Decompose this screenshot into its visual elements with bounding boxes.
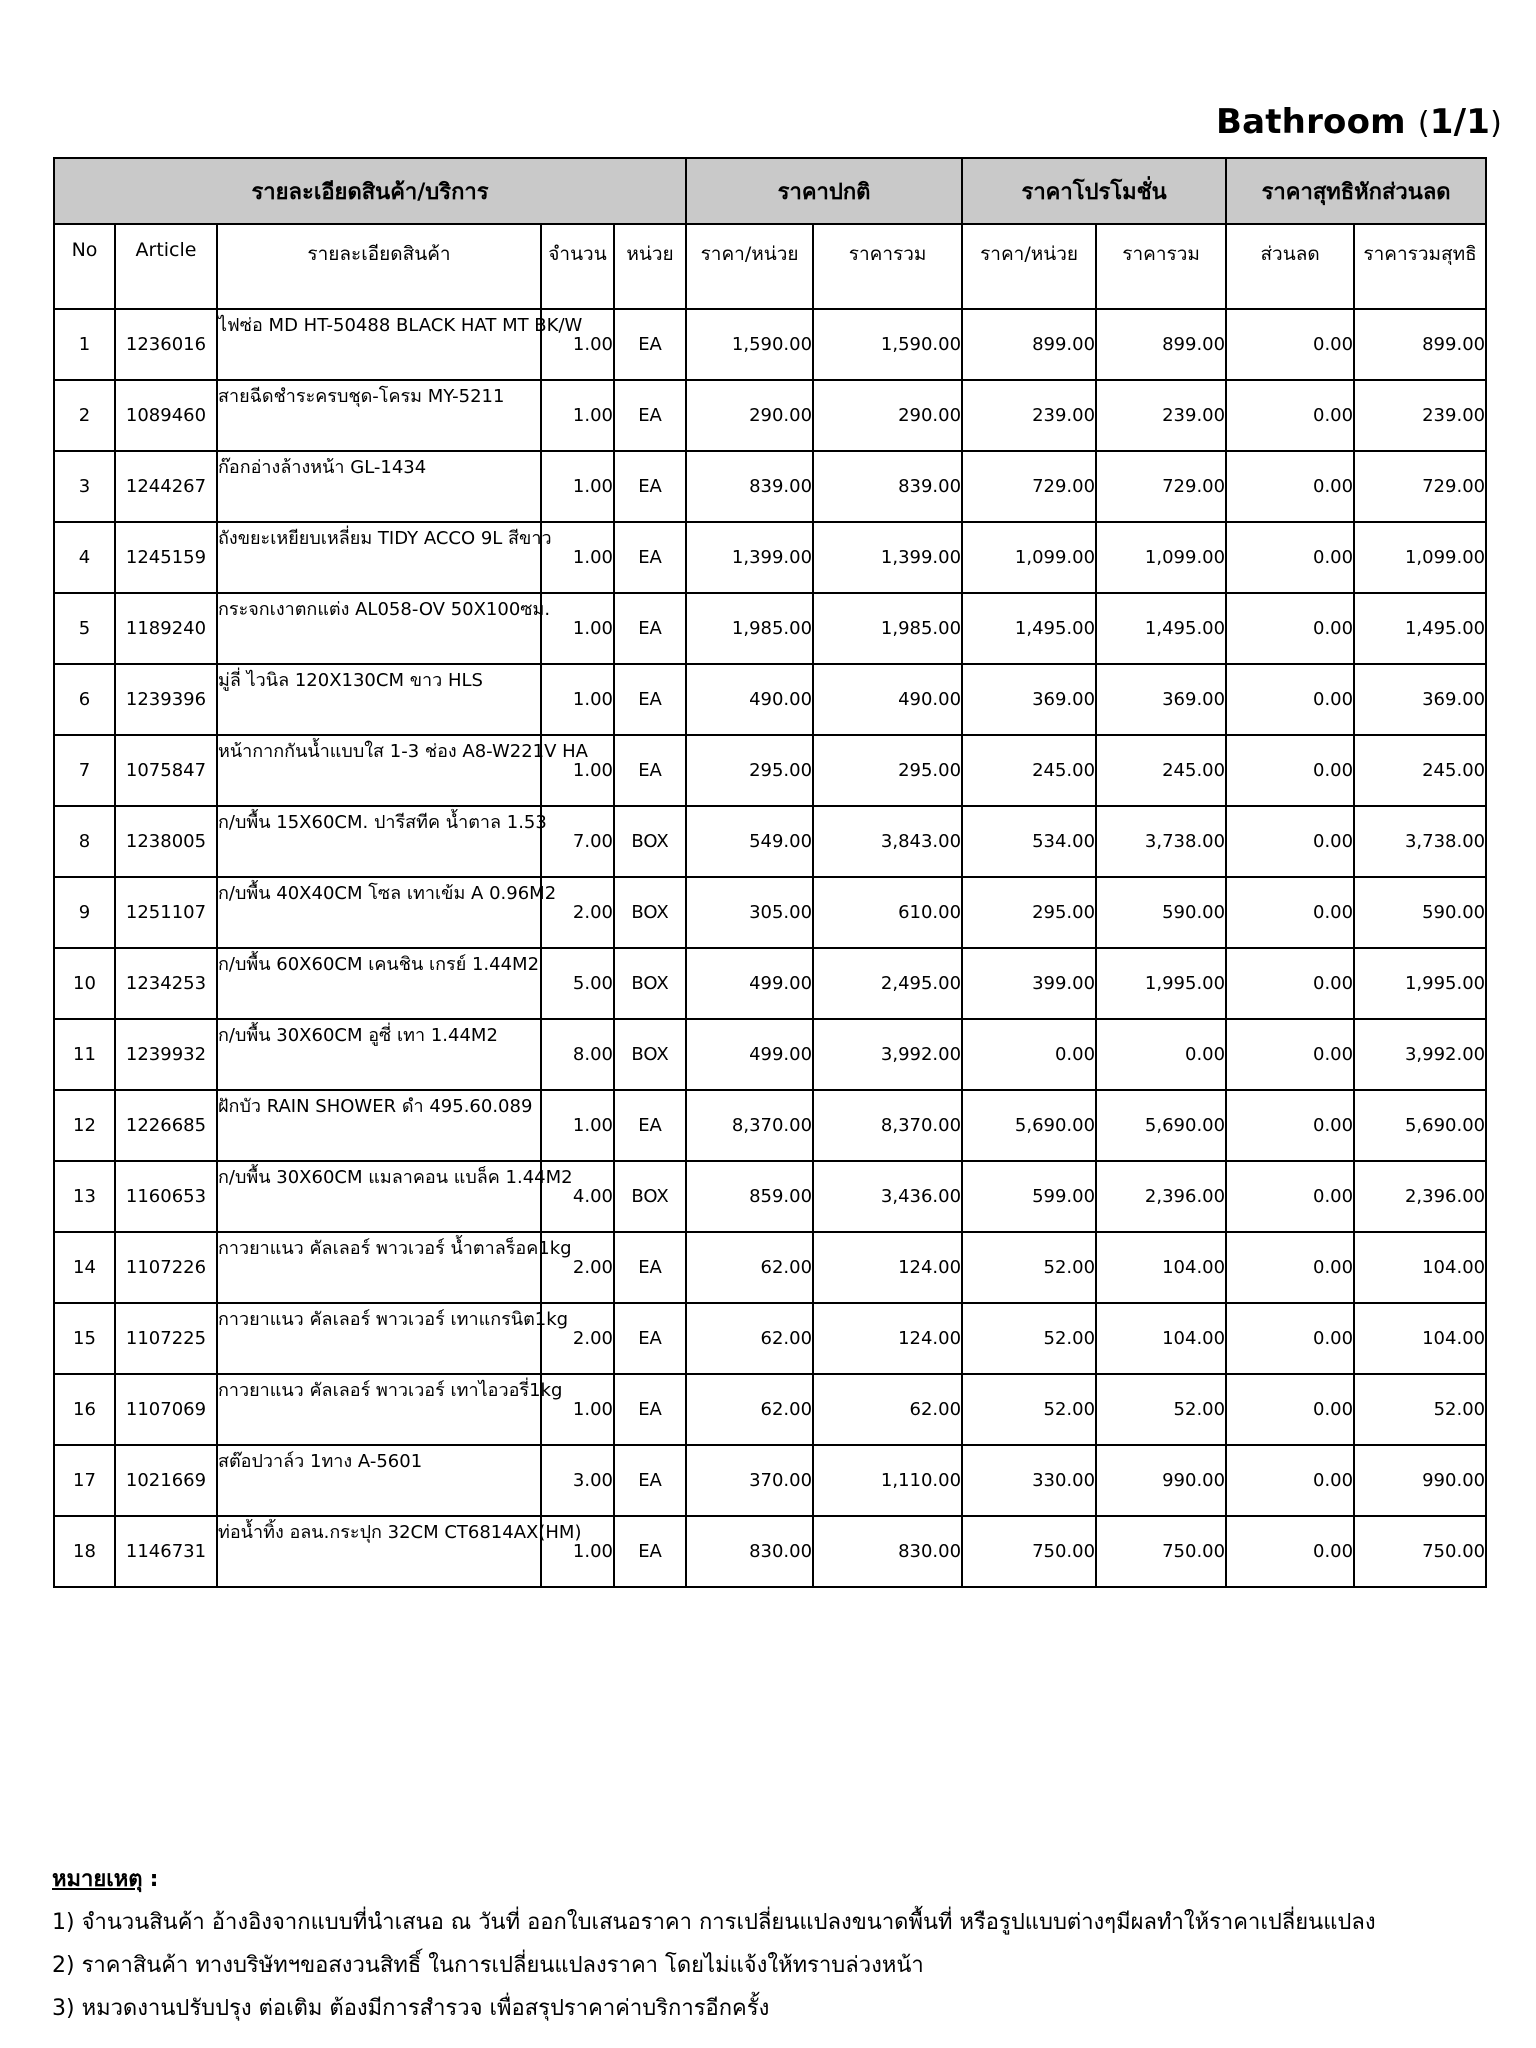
group-header-promo-price: ราคาโปรโมชั่น xyxy=(962,158,1226,224)
cell-no: 9 xyxy=(54,877,115,948)
cell-normal-unit-price: 295.00 xyxy=(686,735,813,806)
cell-net-total: 52.00 xyxy=(1354,1374,1486,1445)
table-row xyxy=(54,735,1486,806)
cell-quantity: 2.00 xyxy=(541,877,614,948)
cell-unit: EA xyxy=(614,1516,686,1587)
cell-discount: 0.00 xyxy=(1226,309,1354,380)
note-item-1: 1) จำนวนสินค้า อ้างอิงจากแบบที่นำเสนอ ณ วันที่ ออกใบเสนอราคา การเปลี่ยนแปลงขนาดพื้นที่ หรือรูปแบบต่างๆมีผลทำให้ราคาเปลี่ยนแปลง xyxy=(52,1910,1376,1935)
page-title xyxy=(1216,102,1502,142)
note-item-2: 2) ราคาสินค้า ทางบริษัทฯขอสงวนสิทธิ์ ในการเปลี่ยนแปลงราคา โดยไม่แจ้งให้ทราบล่วงหน้า xyxy=(52,1953,924,1978)
cell-unit: EA xyxy=(614,593,686,664)
cell-net-total: 239.00 xyxy=(1354,380,1486,451)
page-number-open-paren: ( xyxy=(1417,106,1430,141)
cell-article: 1160653 xyxy=(115,1161,217,1232)
cell-no: 1 xyxy=(54,309,115,380)
cell-promo-total: 1,495.00 xyxy=(1096,593,1226,664)
cell-unit: EA xyxy=(614,1232,686,1303)
page-number: 1/1 xyxy=(1429,102,1491,142)
cell-description: ก๊อกอ่างล้างหน้า GL-1434 xyxy=(217,451,541,522)
cell-unit: EA xyxy=(614,380,686,451)
table-row xyxy=(54,806,1486,877)
table-row xyxy=(54,1445,1486,1516)
cell-promo-unit-price: 0.00 xyxy=(962,1019,1096,1090)
note-item-3: 3) หมวดงานปรับปรุง ต่อเติม ต้องมีการสำรวจ เพื่อสรุปราคาค่าบริการอีกครั้ง xyxy=(52,1996,770,2021)
cell-description: ก/บพื้น 30X60CM อูซี่ เทา 1.44M2 xyxy=(217,1019,541,1090)
cell-unit: EA xyxy=(614,1374,686,1445)
cell-promo-total: 1,995.00 xyxy=(1096,948,1226,1019)
cell-quantity: 7.00 xyxy=(541,806,614,877)
column-header-description: รายละเอียดสินค้า xyxy=(217,224,541,309)
cell-net-total: 990.00 xyxy=(1354,1445,1486,1516)
cell-net-total: 3,992.00 xyxy=(1354,1019,1486,1090)
table-row xyxy=(54,1516,1486,1587)
cell-description: ฝักบัว RAIN SHOWER ดำ 495.60.089 xyxy=(217,1090,541,1161)
cell-unit: EA xyxy=(614,664,686,735)
cell-net-total: 590.00 xyxy=(1354,877,1486,948)
cell-normal-unit-price: 499.00 xyxy=(686,948,813,1019)
cell-no: 8 xyxy=(54,806,115,877)
column-header-discount: ส่วนลด xyxy=(1226,224,1354,309)
cell-quantity: 1.00 xyxy=(541,1090,614,1161)
quotation-table xyxy=(53,157,1487,1588)
cell-normal-unit-price: 490.00 xyxy=(686,664,813,735)
cell-no: 5 xyxy=(54,593,115,664)
cell-quantity: 1.00 xyxy=(541,593,614,664)
cell-promo-unit-price: 330.00 xyxy=(962,1445,1096,1516)
cell-normal-total: 3,992.00 xyxy=(813,1019,962,1090)
cell-normal-total: 124.00 xyxy=(813,1303,962,1374)
cell-promo-total: 590.00 xyxy=(1096,877,1226,948)
cell-article: 1189240 xyxy=(115,593,217,664)
cell-discount: 0.00 xyxy=(1226,948,1354,1019)
cell-article: 1089460 xyxy=(115,380,217,451)
cell-article: 1021669 xyxy=(115,1445,217,1516)
cell-discount: 0.00 xyxy=(1226,1516,1354,1587)
cell-description: กาวยาแนว คัลเลอร์ พาวเวอร์ เทาแกรนิต1kg xyxy=(217,1303,541,1374)
notes-heading-text: หมายเหตุ xyxy=(52,1867,143,1892)
cell-promo-unit-price: 239.00 xyxy=(962,380,1096,451)
column-header-row xyxy=(54,224,1486,309)
cell-discount: 0.00 xyxy=(1226,735,1354,806)
cell-normal-total: 124.00 xyxy=(813,1232,962,1303)
cell-quantity: 2.00 xyxy=(541,1232,614,1303)
cell-promo-total: 5,690.00 xyxy=(1096,1090,1226,1161)
cell-net-total: 1,995.00 xyxy=(1354,948,1486,1019)
cell-unit: BOX xyxy=(614,1019,686,1090)
notes-heading: หมายเหตุ : xyxy=(52,1867,159,1892)
cell-quantity: 1.00 xyxy=(541,735,614,806)
cell-description: กาวยาแนว คัลเลอร์ พาวเวอร์ เทาไอวอรี่1kg xyxy=(217,1374,541,1445)
cell-promo-unit-price: 245.00 xyxy=(962,735,1096,806)
cell-net-total: 1,099.00 xyxy=(1354,522,1486,593)
column-header-no: No xyxy=(54,224,115,309)
page-title-text: Bathroom xyxy=(1215,102,1406,142)
cell-description: หน้ากากกันน้ำแบบใส 1-3 ช่อง A8-W221V HA xyxy=(217,735,541,806)
cell-net-total: 2,396.00 xyxy=(1354,1161,1486,1232)
cell-description: สต๊อปวาล์ว 1ทาง A-5601 xyxy=(217,1445,541,1516)
cell-normal-total: 610.00 xyxy=(813,877,962,948)
cell-net-total: 369.00 xyxy=(1354,664,1486,735)
cell-description: ท่อน้ำทิ้ง อลน.กระปุก 32CM CT6814AX(HM) xyxy=(217,1516,541,1587)
cell-normal-total: 3,843.00 xyxy=(813,806,962,877)
cell-no: 6 xyxy=(54,664,115,735)
cell-discount: 0.00 xyxy=(1226,1445,1354,1516)
cell-unit: BOX xyxy=(614,806,686,877)
cell-article: 1236016 xyxy=(115,309,217,380)
cell-quantity: 4.00 xyxy=(541,1161,614,1232)
cell-normal-unit-price: 859.00 xyxy=(686,1161,813,1232)
group-header-net-price: ราคาสุทธิหักส่วนลด xyxy=(1226,158,1486,224)
cell-no: 17 xyxy=(54,1445,115,1516)
cell-discount: 0.00 xyxy=(1226,877,1354,948)
cell-unit: EA xyxy=(614,522,686,593)
cell-unit: EA xyxy=(614,1303,686,1374)
cell-promo-unit-price: 1,099.00 xyxy=(962,522,1096,593)
cell-promo-unit-price: 899.00 xyxy=(962,309,1096,380)
cell-quantity: 3.00 xyxy=(541,1445,614,1516)
cell-promo-total: 104.00 xyxy=(1096,1232,1226,1303)
table-row xyxy=(54,1303,1486,1374)
cell-quantity: 1.00 xyxy=(541,1516,614,1587)
cell-quantity: 1.00 xyxy=(541,522,614,593)
table-row xyxy=(54,877,1486,948)
cell-promo-total: 104.00 xyxy=(1096,1303,1226,1374)
cell-promo-total: 729.00 xyxy=(1096,451,1226,522)
cell-promo-total: 239.00 xyxy=(1096,380,1226,451)
table-row xyxy=(54,1019,1486,1090)
cell-promo-total: 0.00 xyxy=(1096,1019,1226,1090)
cell-unit: BOX xyxy=(614,948,686,1019)
cell-normal-total: 490.00 xyxy=(813,664,962,735)
column-header-quantity: จำนวน xyxy=(541,224,614,309)
cell-normal-unit-price: 499.00 xyxy=(686,1019,813,1090)
cell-description: ก/บพื้น 60X60CM เคนชิน เกรย์ 1.44M2 xyxy=(217,948,541,1019)
cell-normal-total: 1,110.00 xyxy=(813,1445,962,1516)
cell-promo-total: 3,738.00 xyxy=(1096,806,1226,877)
cell-unit: EA xyxy=(614,309,686,380)
cell-normal-unit-price: 290.00 xyxy=(686,380,813,451)
cell-article: 1107069 xyxy=(115,1374,217,1445)
cell-net-total: 1,495.00 xyxy=(1354,593,1486,664)
cell-no: 10 xyxy=(54,948,115,1019)
cell-article: 1245159 xyxy=(115,522,217,593)
cell-no: 18 xyxy=(54,1516,115,1587)
cell-promo-unit-price: 399.00 xyxy=(962,948,1096,1019)
cell-discount: 0.00 xyxy=(1226,806,1354,877)
cell-normal-total: 1,399.00 xyxy=(813,522,962,593)
cell-description: ถังขยะเหยียบเหลี่ยม TIDY ACCO 9L สีขาว xyxy=(217,522,541,593)
cell-normal-total: 295.00 xyxy=(813,735,962,806)
cell-net-total: 104.00 xyxy=(1354,1303,1486,1374)
cell-article: 1107226 xyxy=(115,1232,217,1303)
notes-section xyxy=(52,1858,1376,2030)
cell-normal-total: 830.00 xyxy=(813,1516,962,1587)
cell-no: 14 xyxy=(54,1232,115,1303)
cell-normal-total: 1,985.00 xyxy=(813,593,962,664)
table-row xyxy=(54,1090,1486,1161)
cell-no: 16 xyxy=(54,1374,115,1445)
cell-no: 3 xyxy=(54,451,115,522)
cell-promo-total: 52.00 xyxy=(1096,1374,1226,1445)
column-header-net-total: ราคารวมสุทธิ xyxy=(1354,224,1486,309)
cell-quantity: 8.00 xyxy=(541,1019,614,1090)
cell-quantity: 2.00 xyxy=(541,1303,614,1374)
cell-article: 1075847 xyxy=(115,735,217,806)
cell-no: 7 xyxy=(54,735,115,806)
cell-normal-unit-price: 370.00 xyxy=(686,1445,813,1516)
cell-normal-unit-price: 549.00 xyxy=(686,806,813,877)
cell-discount: 0.00 xyxy=(1226,664,1354,735)
cell-quantity: 1.00 xyxy=(541,1374,614,1445)
column-header-promo-total: ราคารวม xyxy=(1096,224,1226,309)
cell-description: ไฟซ่อ MD HT-50488 BLACK HAT MT BK/W xyxy=(217,309,541,380)
cell-discount: 0.00 xyxy=(1226,1374,1354,1445)
cell-promo-unit-price: 52.00 xyxy=(962,1232,1096,1303)
cell-unit: EA xyxy=(614,451,686,522)
group-header-normal-price: ราคาปกติ xyxy=(686,158,962,224)
cell-unit: BOX xyxy=(614,877,686,948)
cell-discount: 0.00 xyxy=(1226,1161,1354,1232)
table-row xyxy=(54,522,1486,593)
cell-article: 1239396 xyxy=(115,664,217,735)
cell-no: 12 xyxy=(54,1090,115,1161)
table-row xyxy=(54,593,1486,664)
cell-description: ก/บพื้น 40X40CM โซล เทาเข้ม A 0.96M2 xyxy=(217,877,541,948)
column-header-article: Article xyxy=(115,224,217,309)
cell-promo-unit-price: 295.00 xyxy=(962,877,1096,948)
column-header-promo-unit-price: ราคา/หน่วย xyxy=(962,224,1096,309)
cell-normal-unit-price: 62.00 xyxy=(686,1303,813,1374)
table-row xyxy=(54,948,1486,1019)
cell-discount: 0.00 xyxy=(1226,380,1354,451)
cell-discount: 0.00 xyxy=(1226,1303,1354,1374)
cell-promo-total: 245.00 xyxy=(1096,735,1226,806)
cell-promo-unit-price: 750.00 xyxy=(962,1516,1096,1587)
cell-normal-total: 3,436.00 xyxy=(813,1161,962,1232)
cell-quantity: 1.00 xyxy=(541,451,614,522)
cell-no: 11 xyxy=(54,1019,115,1090)
cell-discount: 0.00 xyxy=(1226,1090,1354,1161)
table-row xyxy=(54,1374,1486,1445)
cell-article: 1107225 xyxy=(115,1303,217,1374)
cell-promo-unit-price: 729.00 xyxy=(962,451,1096,522)
cell-quantity: 1.00 xyxy=(541,380,614,451)
column-header-normal-total: ราคารวม xyxy=(813,224,962,309)
cell-net-total: 729.00 xyxy=(1354,451,1486,522)
cell-normal-unit-price: 1,399.00 xyxy=(686,522,813,593)
cell-net-total: 3,738.00 xyxy=(1354,806,1486,877)
cell-no: 13 xyxy=(54,1161,115,1232)
cell-discount: 0.00 xyxy=(1226,451,1354,522)
cell-promo-total: 750.00 xyxy=(1096,1516,1226,1587)
cell-normal-unit-price: 62.00 xyxy=(686,1374,813,1445)
cell-normal-total: 290.00 xyxy=(813,380,962,451)
group-header-row xyxy=(54,158,1486,224)
cell-normal-unit-price: 62.00 xyxy=(686,1232,813,1303)
cell-discount: 0.00 xyxy=(1226,1232,1354,1303)
cell-article: 1239932 xyxy=(115,1019,217,1090)
cell-net-total: 104.00 xyxy=(1354,1232,1486,1303)
cell-normal-unit-price: 839.00 xyxy=(686,451,813,522)
cell-normal-total: 2,495.00 xyxy=(813,948,962,1019)
cell-description: กระจกเงาตกแต่ง AL058-OV 50X100ซม. xyxy=(217,593,541,664)
cell-no: 2 xyxy=(54,380,115,451)
cell-normal-total: 62.00 xyxy=(813,1374,962,1445)
cell-description: มู่ลี่ ไวนิล 120X130CM ขาว HLS xyxy=(217,664,541,735)
cell-promo-total: 1,099.00 xyxy=(1096,522,1226,593)
cell-normal-unit-price: 8,370.00 xyxy=(686,1090,813,1161)
cell-discount: 0.00 xyxy=(1226,593,1354,664)
cell-description: ก/บพื้น 30X60CM แมลาคอน แบล็ค 1.44M2 xyxy=(217,1161,541,1232)
table-row xyxy=(54,1232,1486,1303)
cell-article: 1244267 xyxy=(115,451,217,522)
cell-promo-unit-price: 5,690.00 xyxy=(962,1090,1096,1161)
cell-promo-total: 899.00 xyxy=(1096,309,1226,380)
cell-quantity: 1.00 xyxy=(541,664,614,735)
cell-net-total: 5,690.00 xyxy=(1354,1090,1486,1161)
cell-promo-total: 369.00 xyxy=(1096,664,1226,735)
cell-promo-unit-price: 1,495.00 xyxy=(962,593,1096,664)
table-body xyxy=(54,309,1486,1587)
cell-article: 1226685 xyxy=(115,1090,217,1161)
cell-description: กาวยาแนว คัลเลอร์ พาวเวอร์ น้ำตาลร็อค1kg xyxy=(217,1232,541,1303)
cell-quantity: 5.00 xyxy=(541,948,614,1019)
cell-discount: 0.00 xyxy=(1226,522,1354,593)
cell-article: 1238005 xyxy=(115,806,217,877)
cell-promo-unit-price: 52.00 xyxy=(962,1303,1096,1374)
table-row xyxy=(54,380,1486,451)
cell-article: 1251107 xyxy=(115,877,217,948)
cell-net-total: 899.00 xyxy=(1354,309,1486,380)
cell-discount: 0.00 xyxy=(1226,1019,1354,1090)
cell-net-total: 245.00 xyxy=(1354,735,1486,806)
cell-normal-total: 8,370.00 xyxy=(813,1090,962,1161)
column-header-unit: หน่วย xyxy=(614,224,686,309)
cell-unit: EA xyxy=(614,1445,686,1516)
group-header-product: รายละเอียดสินค้า/บริการ xyxy=(54,158,686,224)
cell-normal-unit-price: 1,590.00 xyxy=(686,309,813,380)
cell-normal-unit-price: 830.00 xyxy=(686,1516,813,1587)
cell-unit: EA xyxy=(614,1090,686,1161)
cell-normal-unit-price: 1,985.00 xyxy=(686,593,813,664)
table-row xyxy=(54,451,1486,522)
cell-unit: BOX xyxy=(614,1161,686,1232)
table-row xyxy=(54,309,1486,380)
cell-promo-unit-price: 369.00 xyxy=(962,664,1096,735)
cell-normal-unit-price: 305.00 xyxy=(686,877,813,948)
table-row xyxy=(54,1161,1486,1232)
cell-unit: EA xyxy=(614,735,686,806)
column-header-normal-unit-price: ราคา/หน่วย xyxy=(686,224,813,309)
cell-no: 15 xyxy=(54,1303,115,1374)
table-row xyxy=(54,664,1486,735)
cell-no: 4 xyxy=(54,522,115,593)
cell-promo-unit-price: 599.00 xyxy=(962,1161,1096,1232)
cell-article: 1234253 xyxy=(115,948,217,1019)
cell-promo-total: 990.00 xyxy=(1096,1445,1226,1516)
cell-normal-total: 1,590.00 xyxy=(813,309,962,380)
page-number-close-paren: ) xyxy=(1490,106,1502,141)
cell-description: ก/บพื้น 15X60CM. ปารีสทีค น้ำตาล 1.53 xyxy=(217,806,541,877)
cell-promo-total: 2,396.00 xyxy=(1096,1161,1226,1232)
cell-promo-unit-price: 52.00 xyxy=(962,1374,1096,1445)
cell-article: 1146731 xyxy=(115,1516,217,1587)
cell-net-total: 750.00 xyxy=(1354,1516,1486,1587)
cell-quantity: 1.00 xyxy=(541,309,614,380)
cell-normal-total: 839.00 xyxy=(813,451,962,522)
cell-promo-unit-price: 534.00 xyxy=(962,806,1096,877)
cell-description: สายฉีดชำระครบชุด-โครม MY-5211 xyxy=(217,380,541,451)
